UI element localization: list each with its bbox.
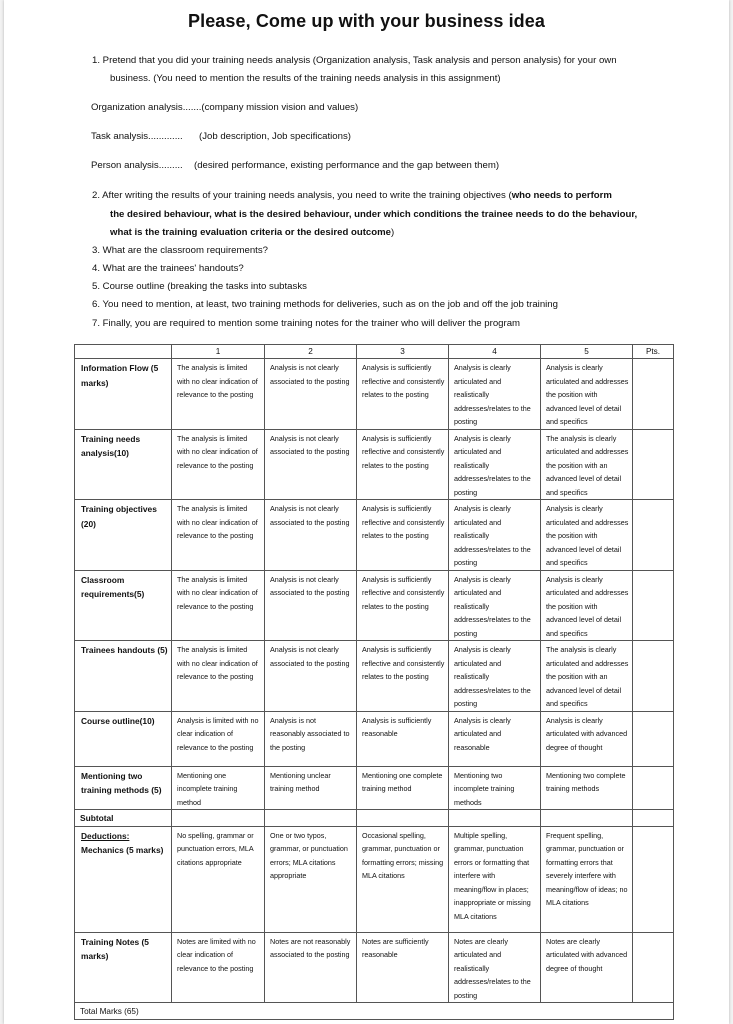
criterion-cell: Course outline(10): [75, 711, 172, 766]
organization-analysis: Organization analysis.......(company mission vision and values): [91, 102, 359, 113]
points-cell: [633, 570, 674, 641]
instruction-2-line1: [92, 189, 612, 203]
rubric-cell: Analysis is clearly articulated and addresses the position with advanced level of detail and specifics: [541, 570, 633, 641]
mechanics-label: Mechanics (5 marks): [81, 845, 164, 855]
rubric-cell: Analysis is clearly articulated and reasonable: [449, 711, 541, 766]
instruction-2-line3-bold: what is the training evaluation criteria or the desired outcome: [110, 227, 391, 238]
subtotal-row: [75, 810, 674, 827]
rubric-cell: Mentioning two complete training methods: [541, 766, 633, 810]
points-cell: [633, 932, 674, 1003]
task-analysis-label: Task analysis.............: [91, 131, 183, 142]
task-analysis-desc: (Job description, Job specifications): [199, 131, 351, 142]
rubric-cell: Analysis is clearly articulated and realistically addresses/relates to the posting: [449, 570, 541, 641]
rubric-cell: The analysis is limited with no clear indication of relevance to the posting: [172, 429, 265, 500]
rubric-cell: Analysis is sufficiently reflective and consistently relates to the posting: [357, 429, 449, 500]
rubric-cell: Notes are sufficiently reasonable: [357, 932, 449, 1003]
instruction-4: 4. What are the trainees' handouts?: [92, 263, 244, 274]
rubric-cell: One or two typos, grammar, or punctuation errors; MLA citations appropriate: [265, 826, 357, 932]
instruction-7: 7. Finally, you are required to mention some training notes for the trainer who will deliver the program: [92, 318, 521, 329]
rubric-row: [75, 429, 674, 500]
person-analysis-desc: (desired performance, existing performance and the gap between them): [194, 160, 500, 171]
rubric-row: [75, 500, 674, 571]
rubric-header-row: [75, 345, 674, 359]
criterion-cell: Trainees handouts (5): [75, 641, 172, 712]
rubric-cell: Analysis is sufficiently reflective and consistently relates to the posting: [357, 359, 449, 430]
header-cell: 3: [357, 345, 449, 359]
document-page: [4, 0, 729, 1024]
rubric-cell: Analysis is not clearly associated to the posting: [265, 570, 357, 641]
rubric-cell: Analysis is not reasonably associated to the posting: [265, 711, 357, 766]
rubric-cell: The analysis is limited with no clear indication of relevance to the posting: [172, 641, 265, 712]
training-notes-row: [75, 932, 674, 1003]
header-cell: 5: [541, 345, 633, 359]
criterion-cell: Mentioning two training methods (5): [75, 766, 172, 810]
page-title: Please, Come up with your business idea: [187, 11, 545, 31]
rubric-cell: Mentioning two incomplete training methods: [449, 766, 541, 810]
deductions-label: Deductions:: [81, 830, 130, 841]
rubric-cell: Mentioning unclear training method: [265, 766, 357, 810]
rubric-cell: Analysis is not clearly associated to the posting: [265, 500, 357, 571]
points-cell: [633, 810, 674, 827]
rubric-cell: Analysis is clearly articulated and addresses the position with advanced level of detail and specifics: [541, 359, 633, 430]
rubric-cell: Analysis is clearly articulated and realistically addresses/relates to the posting: [449, 641, 541, 712]
rubric-cell: Mentioning one complete training method: [357, 766, 449, 810]
rubric-cell: Occasional spelling, grammar, punctuation or formatting errors; missing MLA citations: [357, 826, 449, 932]
criterion-cell: Classroom requirements(5): [75, 570, 172, 641]
empty-cell: [449, 810, 541, 827]
instruction-1-line2: business. (You need to mention the results of the training needs analysis in this assignment): [110, 73, 501, 84]
instruction-2-line2: the desired behaviour, what is the desired behaviour, under which conditions the trainee needs to do the behaviour,: [110, 209, 638, 220]
instruction-1-line1: 1. Pretend that you did your training needs analysis (Organization analysis, Task analysis and person analysis) for your own: [92, 55, 617, 66]
rubric-cell: Analysis is sufficiently reflective and consistently relates to the posting: [357, 570, 449, 641]
rubric-row: [75, 570, 674, 641]
total-row: [75, 1003, 674, 1020]
rubric-cell: Notes are clearly articulated and realistically addresses/relates to the posting: [449, 932, 541, 1003]
rubric-cell: Analysis is clearly articulated and realistically addresses/relates to the posting: [449, 429, 541, 500]
rubric-cell: Frequent spelling, grammar, punctuation or formatting errors that severely interfere with meaning/flow of ideas; no MLA citations: [541, 826, 633, 932]
rubric-cell: The analysis is clearly articulated and addresses the position with an advanced level of detail and specifics: [541, 641, 633, 712]
rubric-cell: Analysis is clearly articulated with advanced degree of thought: [541, 711, 633, 766]
subtotal-label: Subtotal: [75, 810, 172, 827]
rubric-row: [75, 359, 674, 430]
rubric-cell: Analysis is sufficiently reflective and consistently relates to the posting: [357, 500, 449, 571]
rubric-cell: Analysis is not clearly associated to the posting: [265, 429, 357, 500]
rubric-cell: Analysis is sufficiently reflective and consistently relates to the posting: [357, 641, 449, 712]
grading-rubric-table: [74, 344, 674, 1020]
rubric-cell: Analysis is clearly articulated and addresses the position with advanced level of detail and specifics: [541, 500, 633, 571]
rubric-cell: The analysis is clearly articulated and addresses the position with an advanced level of detail and specifics: [541, 429, 633, 500]
instruction-2-line3-end: ): [390, 227, 395, 238]
rubric-cell: Analysis is clearly articulated and realistically addresses/relates to the posting: [449, 500, 541, 571]
rubric-cell: Notes are not reasonably associated to the posting: [265, 932, 357, 1003]
rubric-cell: The analysis is limited with no clear indication of relevance to the posting: [172, 359, 265, 430]
criterion-cell: Training Notes (5 marks): [75, 932, 172, 1003]
deductions-row: [75, 826, 674, 932]
deductions-criterion: [75, 826, 172, 932]
points-cell: [633, 359, 674, 430]
rubric-cell: Notes are clearly articulated with advanced degree of thought: [541, 932, 633, 1003]
rubric-cell: Mentioning one incomplete training method: [172, 766, 265, 810]
instruction-3: 3. What are the classroom requirements?: [92, 245, 268, 256]
rubric-cell: Analysis is limited with no clear indication of relevance to the posting: [172, 711, 265, 766]
criterion-cell: Training needs analysis(10): [75, 429, 172, 500]
rubric-cell: Analysis is clearly articulated and realistically addresses/relates to the posting: [449, 359, 541, 430]
points-cell: [633, 711, 674, 766]
instruction-2-line1-bold: who needs to perform: [511, 190, 612, 201]
rubric-cell: The analysis is limited with no clear indication of relevance to the posting: [172, 500, 265, 571]
rubric-cell: Notes are limited with no clear indication of relevance to the posting: [172, 932, 265, 1003]
empty-cell: [357, 810, 449, 827]
rubric-row: [75, 766, 674, 810]
header-cell: 4: [449, 345, 541, 359]
header-cell-points: Pts.: [633, 345, 674, 359]
rubric-cell: Analysis is sufficiently reasonable: [357, 711, 449, 766]
rubric-cell: No spelling, grammar or punctuation errors, MLA citations appropriate: [172, 826, 265, 932]
instruction-6: 6. You need to mention, at least, two training methods for deliveries, such as on the job and off the job training: [92, 299, 558, 310]
points-cell: [633, 766, 674, 810]
header-cell: 2: [265, 345, 357, 359]
instruction-2-line3: [110, 226, 394, 240]
points-cell: [633, 826, 674, 932]
empty-cell: [172, 810, 265, 827]
criterion-cell: Training objectives (20): [75, 500, 172, 571]
rubric-cell: Analysis is not clearly associated to the posting: [265, 359, 357, 430]
points-cell: [633, 429, 674, 500]
rubric-cell: Analysis is not clearly associated to the posting: [265, 641, 357, 712]
header-cell: 1: [172, 345, 265, 359]
person-analysis-label: Person analysis.........: [91, 160, 183, 171]
points-cell: [633, 500, 674, 571]
header-cell: [75, 345, 172, 359]
criterion-cell: Information Flow (5 marks): [75, 359, 172, 430]
instruction-5: 5. Course outline (breaking the tasks into subtasks: [92, 281, 307, 292]
empty-cell: [541, 810, 633, 827]
rubric-row: [75, 641, 674, 712]
points-cell: [633, 641, 674, 712]
rubric-cell: Multiple spelling, grammar, punctuation errors or formatting that interfere with meaning/flow in places; inappropriate or missing MLA citations: [449, 826, 541, 932]
total-marks-label: Total Marks (65): [75, 1003, 674, 1020]
instruction-2-line1-text: 2. After writing the results of your training needs analysis, you need to write the training objectives (: [92, 190, 512, 201]
rubric-row: [75, 711, 674, 766]
empty-cell: [265, 810, 357, 827]
rubric-cell: The analysis is limited with no clear indication of relevance to the posting: [172, 570, 265, 641]
